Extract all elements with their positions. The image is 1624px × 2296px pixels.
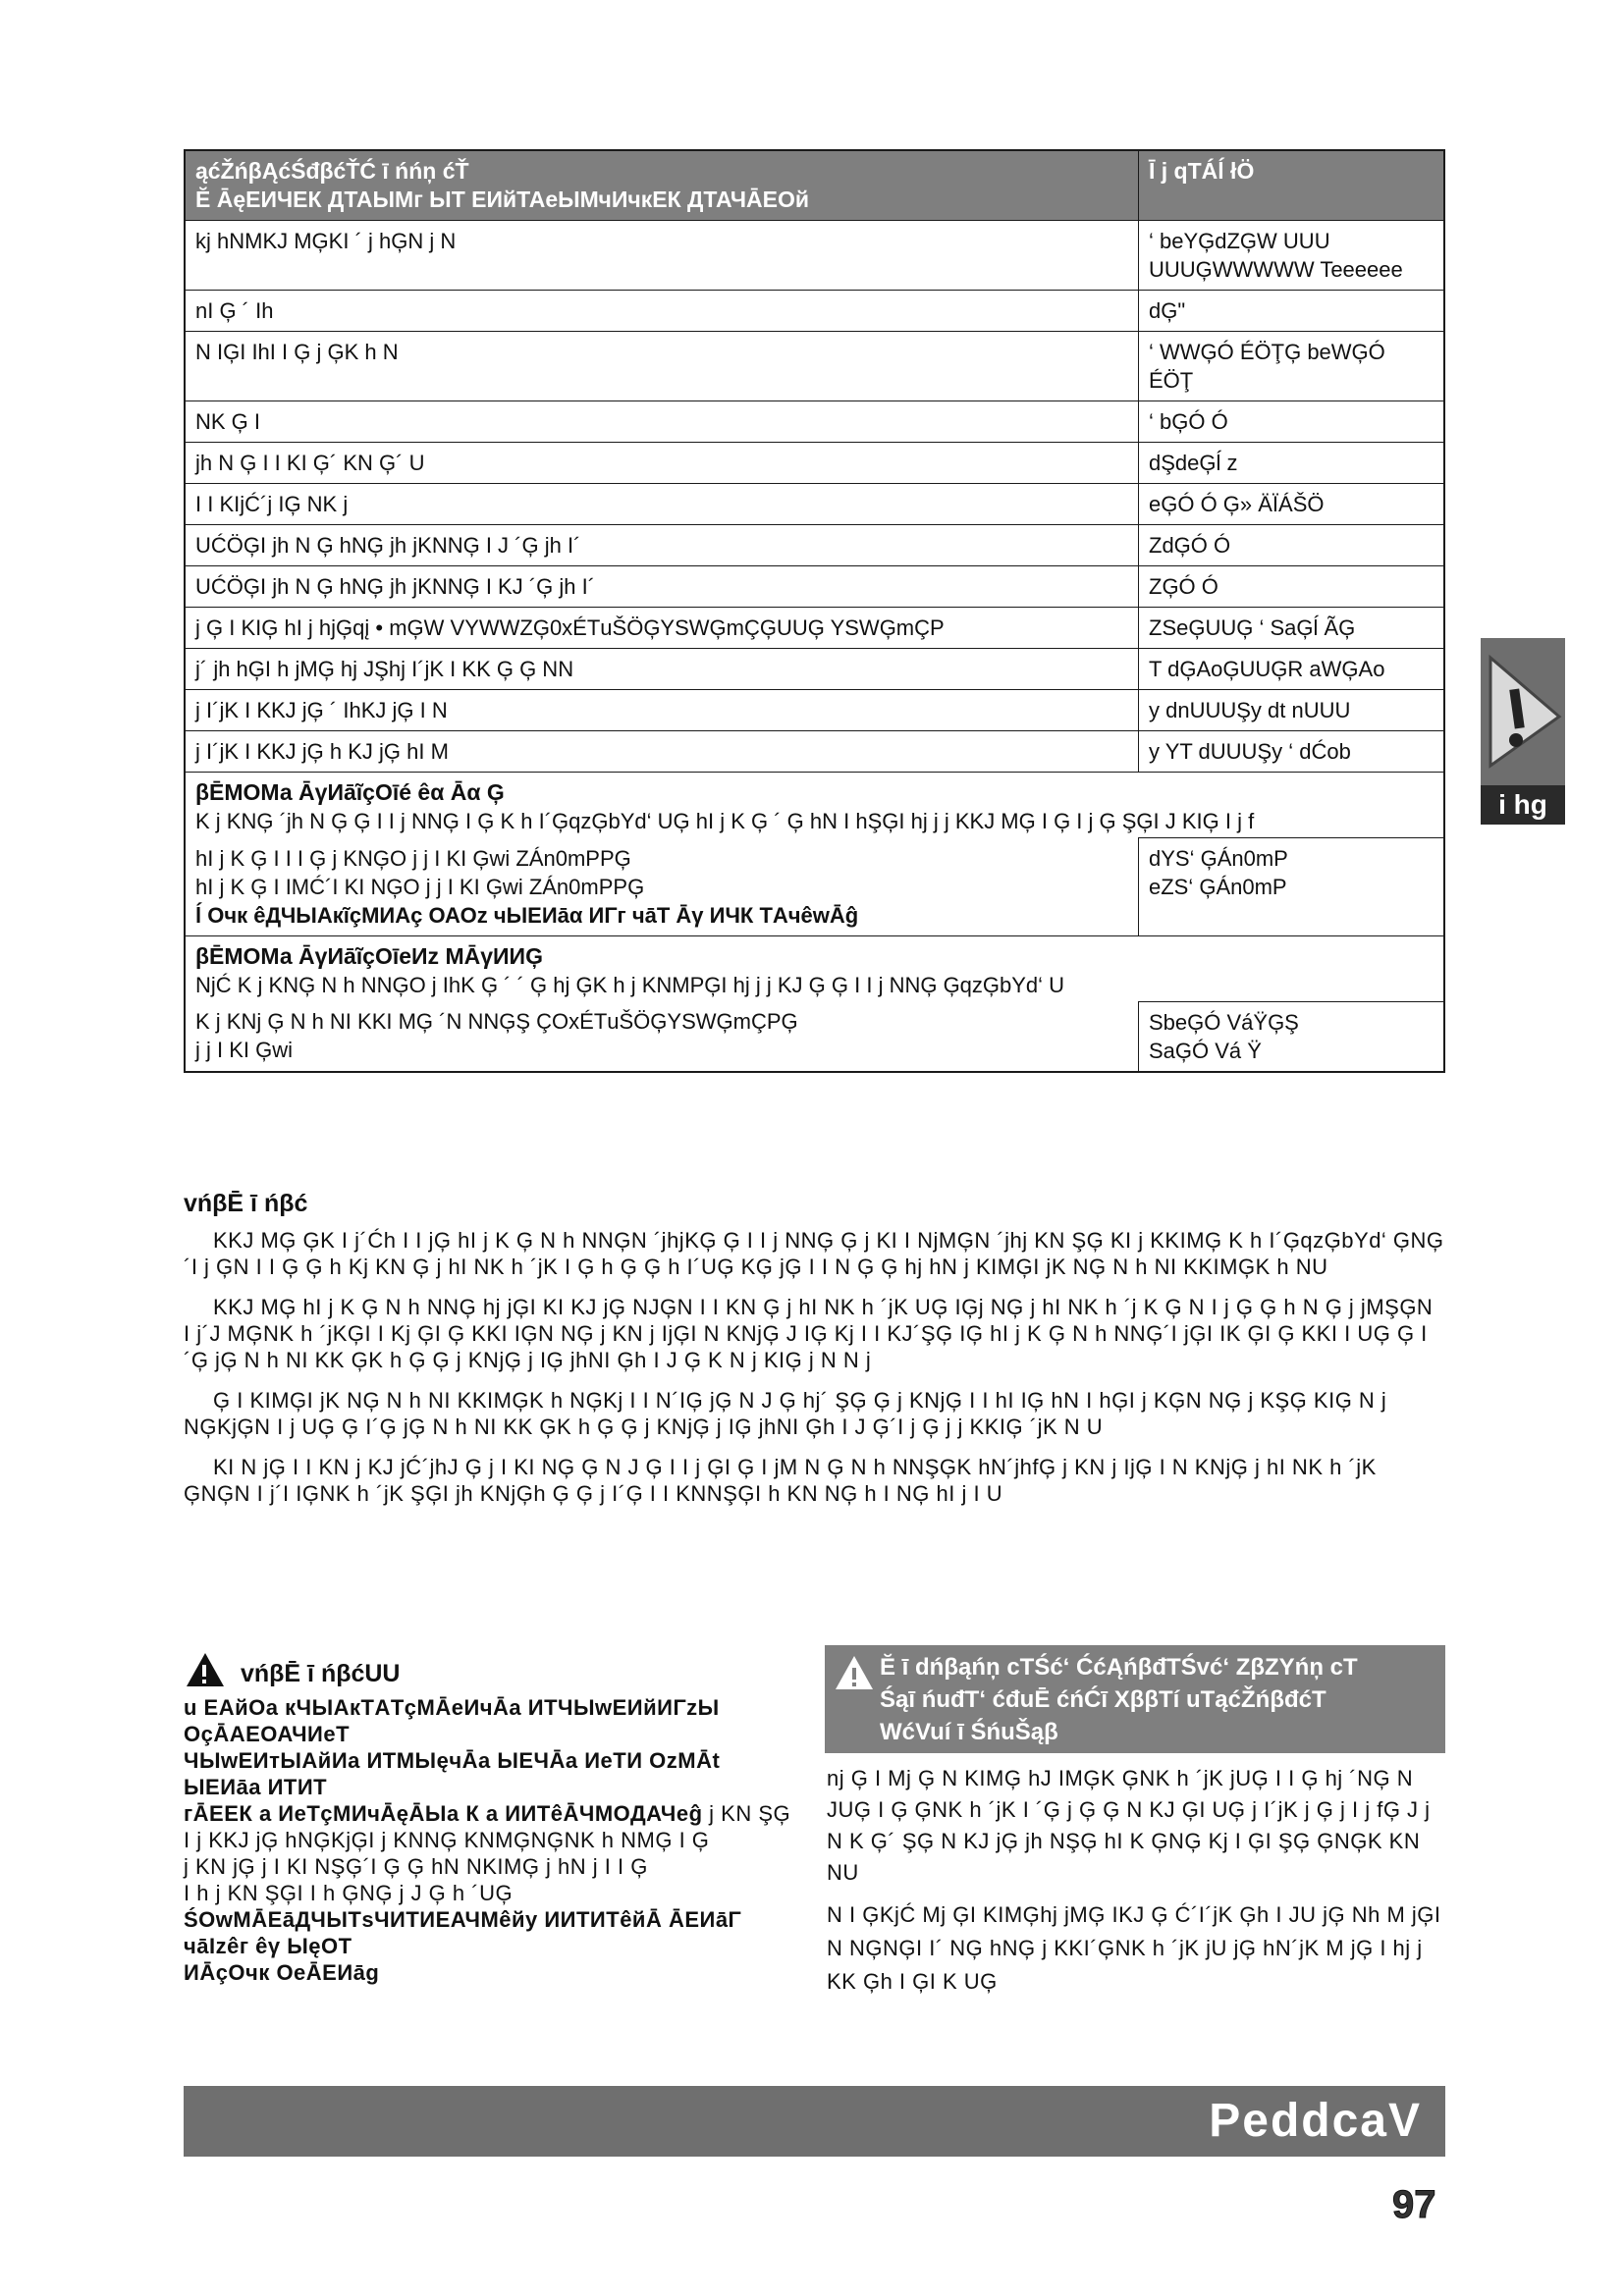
spec-row-value: ZdĢÓ Ó (1139, 525, 1445, 566)
spec-section-2-line-a: K j KNj Ģ N h NI KKI MĢ ´N NNĢŞ ÇOxÉΤuŠÖĢYSWĢmÇPĢ (195, 1009, 798, 1034)
spec-table (184, 149, 1445, 1073)
spec-section-2-line-b: j j I KI Ģwi (195, 1038, 294, 1062)
spec-section-1-text: K j KNĢ ´jh N Ģ Ģ I I j NNĢ I Ģ K h I´ĢqzĢbYd‘ UĢ hI j K Ģ ´ Ģ hN I hŞĢI hj j j KKJ MĢ I Ģ I j Ģ ŞĢI J KIĢ I j f (195, 809, 1255, 833)
spec-section-2-text: NjĆ K j KNĢ N h NNĢO j IhK Ģ ´ ´ Ģ hj ĢK h j KNMPĢI hj j j KJ Ģ Ģ I I j NNĢ ĢqzĢbYd‘ U (195, 972, 1065, 997)
spec-section-2 (185, 935, 1444, 1001)
spec-section-2-val-b: SaĢÓ Vá Ÿ (1149, 1038, 1262, 1063)
footer-bar (184, 2086, 1445, 2157)
spec-row (185, 566, 1444, 608)
spec-row (185, 332, 1444, 401)
spec-section-1-note: ĺ Очк êДЧЫАкĩçМИАç ОАОz чЫЕИāα ИΓг чāΤ Āγ ИЧК ΤАчêwĀĝ (195, 902, 859, 928)
spec-row-label: kj hNMKJ MĢKI ´ j hĢN j N (185, 221, 1139, 291)
usage-paragraph-4: KI N jĢ I I KN j KJ jĆ´jhJ Ģ j I KI NĢ Ģ N J Ģ I I j ĢI Ģ I jM N Ģ N h NNŞĢK hN´jhfĢ j KN j IjĢ I N KNjĢ j hI NK h ´jK ĢNĢN I j´I IĢNK h ´jK ŞĢI jh KNjĢh Ģ Ģ j I´Ģ I I KNNŞĢI h KN NĢ h I NĢ hI j I U (184, 1455, 1377, 1506)
warning-right-paragraph-1: nj Ģ I Mj Ģ N KIMĢ hJ IMĢK ĢNK h ´jK jUĢ I I Ģ hj ´NĢ N JUĢ I Ģ ĢNK h ´jK I ´Ģ j Ģ Ģ N KJ ĢI UĢ j I´jK j Ģ j I j fĢ J j N K Ģ´ ŞĢ N KJ jĢ jh NŞĢ hI K ĢNĢ Kj I ĢI ŞĢ ĢNĢK KN NU (827, 1766, 1431, 1885)
spec-section-2-top (185, 935, 1444, 1001)
spec-section-1-line-b: hI j K Ģ I IMĆ´I KI NĢO j j I KI Ģwi ZÁn0mPPĢ (195, 874, 645, 899)
usage-heading: vńβĒ ī ńβć (184, 1190, 308, 1217)
warning-left (184, 1651, 792, 1986)
spec-row-label: jh N Ģ I I KI Ģ´ KN Ģ´ U (185, 443, 1139, 484)
warning-left-tail: j KN ŞĢ (709, 1801, 791, 1826)
spec-row (185, 690, 1444, 731)
spec-row-value: ZSeĢUUĢ ‘ SaĢĺ ÃĢ (1139, 608, 1445, 649)
spec-section-1-vals (1139, 838, 1445, 936)
spec-header-line1: ąćŽńβĄćŚđβćŤĆ ī ńńņ ćŤ (195, 158, 469, 184)
spec-section-1-top (185, 773, 1444, 838)
spec-row-value: eĢÓ Ó Ģ» ÄÏÁŠÖ (1139, 484, 1445, 525)
warning-left-bold-3-row (184, 1800, 792, 1827)
warning-right-paragraph-2: N I ĢKjĆ Mj ĢI KIMĢhj jMĢ IKJ Ģ Ć´I´jK Ģh I JU jĢ Nh M jĢI N NĢNĢI I´ NĢ hNĢ j KKI´ĢNK h ´jK jU jĢ hN´jK M jĢ I hj j KK Ģh I ĢI K UĢ (827, 1902, 1441, 1994)
usage-paragraph-1: KKJ MĢ ĢK I j´Ćh I I jĢ hI j K Ģ N h NNĢN ´jhjKĢ Ģ I I j NNĢ Ģ j KI I NjMĢN ´jhj KN ŞĢ KI j KKIMĢ K h I´ĢqzĢbYd‘ ĢNĢ´I j ĢN I I Ģ Ģ h Kj KN Ģ j hI NK h ´jK I Ģ h Ģ Ģ h I´UĢ KĢ jĢ I I N Ģ Ģ hj hN j KIMĢI jK NĢ N h NI KKIMĢK h NU (184, 1228, 1444, 1279)
spec-section-2-val-a: SbeĢÓ VáŸĢŞ (1149, 1009, 1299, 1035)
side-tab (1481, 638, 1565, 825)
warning-left-header (184, 1651, 792, 1688)
warning-left-title: vńβĒ ī ńβćUU (241, 1660, 401, 1687)
spec-section-2-values (185, 1001, 1444, 1072)
spec-section-1-title: βĒМОМа ĀγИāĩçОīé êα Āα Ģ (195, 779, 505, 805)
spec-row-value: ‘ WWĢÓ ÉÖŢĢ beWĢÓ ÉÖŢ (1139, 332, 1445, 401)
warning-left-normal-2: j KN jĢ j I KI NŞĢ´I Ģ Ģ hN NKIMĢ j hN j I I Ģ (184, 1854, 648, 1879)
warning-right-icon (835, 1655, 874, 1690)
spec-row (185, 608, 1444, 649)
warning-left-icon (184, 1651, 227, 1688)
spec-row (185, 291, 1444, 332)
warning-left-normal-1: I j KKJ jĢ hNĢKjĢI j KNNĢ KNMĢNĢNK h NMĢ I Ģ (184, 1828, 710, 1852)
spec-section-1-lines (185, 838, 1139, 936)
usage-paragraph-3: Ģ I KIMĢI jK NĢ N h NI KKIMĢK h NĢKj I I N´IĢ jĢ N J Ģ hj´ ŞĢ Ģ j KNjĢ I I hI IĢ hN I hĢI j KĢN NĢ j KŞĢ KIĢ N j NĢKjĢN I j UĢ Ģ I´Ģ jĢ N h NI KK ĢK h Ģ Ģ j KNjĢ j IĢ jhNI Ģh I J Ģ´I j Ģ j j KKIĢ ´jK N U (184, 1388, 1387, 1439)
spec-row-label: UĆÖĢI jh N Ģ hNĢ jh jKNNĢ I J ´Ģ jh I´ (185, 525, 1139, 566)
spec-row-label: N IĢI IhI I Ģ j ĢK h N (185, 332, 1139, 401)
footer-brand: PeddcaV (1209, 2095, 1422, 2147)
page-number: 97 (1392, 2183, 1436, 2226)
spec-header-line2: Ĕ ĀęЕИЧЕК ДТАЫМг ЫТ ЕИйТАеЫМчИчкЕК ДТАЧĀЕОй (195, 187, 810, 212)
warning-left-normal-3: I h j KN ŞĢI I h ĢNĢ j J Ģ h ´UĢ (184, 1881, 514, 1905)
spec-row-label: nI Ģ ´ Ih (185, 291, 1139, 332)
warning-left-bold-end-2: ИĀçОчк ОеĀЕИāg (184, 1960, 380, 1985)
side-tab-label: i hg (1481, 785, 1565, 825)
warning-left-bold-end-1: ŚОwМĀЕāДЧЫΤsЧИΤИЕАЧМêйу ИИΤИΤêйĀ ĀЕИāΓ чāΙzêг êγ ЫęОΤ (184, 1907, 742, 1958)
spec-row-value: y dnUUUŞy dt nUUU (1139, 690, 1445, 731)
warning-right-body (827, 1763, 1445, 1999)
warning-left-bold-2: ЧЫwЕИтЫАйИа ИΤМЫęчĀа ЫЕЧĀа ИеΤИ ОzМĀt ЫЕИāа ИΤИΤ (184, 1748, 721, 1799)
spec-section-1 (185, 773, 1444, 838)
spec-section-1-line-a: hI j K Ģ I I I Ģ j KNĢO j j I KI Ģwi ZÁn0mPPĢ (195, 845, 631, 871)
spec-row-label: j I´jK I KKJ jĢ h KJ jĢ hI M (185, 731, 1139, 773)
warning-right-title-1: Ĕ ī dńβąńņ cΤŚć‘ ĆćĄńβđΤŚvć‘ ZβZYńņ cΤ (880, 1654, 1358, 1681)
spec-section-2-lines (185, 1001, 1139, 1072)
warning-left-bold-1: u ЕАйОа кЧЫАкΤАΤçМĀеИчĀа ИΤЧЫwЕИйИΓzЫ ОçĀАЕОАЧИеΤ (184, 1695, 720, 1746)
spec-header-title (185, 150, 1139, 221)
warning-right-title (880, 1651, 1430, 1748)
spec-row-label: j´ jh hĢI h jMĢ hj JŞhj I´jK I KK Ģ Ģ NN (185, 649, 1139, 690)
spec-row (185, 484, 1444, 525)
spec-row-label: j I´jK I KKJ jĢ ´ IhKJ jĢ I N (185, 690, 1139, 731)
spec-rows (185, 221, 1444, 773)
spec-row (185, 443, 1444, 484)
spec-section-1-val-a: dYS‘ ĢÁn0mP (1149, 846, 1288, 871)
spec-section-1-values (185, 838, 1444, 936)
usage-body (184, 1227, 1445, 1521)
spec-header-value: Ī j qΤÁĺ łÖ (1139, 150, 1445, 221)
warning-right-title-3: WćVuí ī ŚńuŠąβ (880, 1719, 1058, 1745)
warning-left-bold-3: гĀЕЕК а ИеΤçМИчĀęĀЫа К а ИИΤêĀЧМОДАЧеĝ (184, 1801, 703, 1826)
spec-table-header (185, 150, 1444, 221)
spec-row-value: T dĢΑoĢUUĢR aWĢΑo (1139, 649, 1445, 690)
spec-row-value: ZĢÓ Ó (1139, 566, 1445, 608)
warning-right-title-2: Śąī ńuđΤ‘ ćđuĒ ćńĆī ΧββΤí uΤąćŽńβđćΤ (880, 1686, 1326, 1713)
usage-paragraph-2: KKJ MĢ hI j K Ģ N h NNĢ hj jĢI KI KJ jĢ NJĢN I I KN Ģ j hI NK h ´jK UĢ IĢj NĢ j hI NK h ´j K Ģ N I j Ģ Ģ h N Ģ j jMŞĢN I j´J MĢNK h ´jKĢI I Kj ĢI Ģ KKI IĢN NĢ j KN j IjĢI N KNjĢ J IĢ Kj I I KJ´ŞĢ IĢ hI j K Ģ N h NNĢ´I jĢI IK ĢI Ģ KKI I UĢ Ģ I´Ģ jĢ N h NI KK ĢK h Ģ Ģ j KNjĢ j IĢ jhNI Ģh I J Ģ K N j KIĢ j N N j (184, 1295, 1434, 1372)
spec-row-label: I I KIjĆ´j IĢ NK j (185, 484, 1139, 525)
side-tab-box (1481, 638, 1565, 785)
spec-row (185, 731, 1444, 773)
warning-icon (1481, 638, 1565, 785)
spec-row-label: j Ģ I KIĢ hI j hjĢqį • mĢW VYWWZĢ0xÉΤuŠÖĢYSWĢmÇĢUUĢ YSWĢmÇP (185, 608, 1139, 649)
spec-row (185, 401, 1444, 443)
spec-section-2-title: βĒМОМа ĀγИāĩçОīеИz МĀγИИĢ (195, 942, 543, 969)
spec-row-value: dŞdeĢĺ z (1139, 443, 1445, 484)
spec-row-value: y YT dUUUŞy ‘ dĆob (1139, 731, 1445, 773)
spec-row (185, 221, 1444, 291)
spec-row-value: dĢ" (1139, 291, 1445, 332)
spec-section-1-val-b: eZS‘ ĢÁn0mP (1149, 875, 1287, 899)
warning-right-header (825, 1645, 1445, 1753)
spec-row (185, 649, 1444, 690)
spec-row-label: UĆÖĢI jh N Ģ hNĢ jh jKNNĢ I KJ ´Ģ jh I´ (185, 566, 1139, 608)
spec-row-value: ‘ bĢÓ Ó (1139, 401, 1445, 443)
spec-row-label: NK Ģ I (185, 401, 1139, 443)
spec-section-2-vals (1139, 1001, 1445, 1072)
spec-row-value: ‘ beYĢdZĢW UUU UUUĢWWWWW Teeeeee (1139, 221, 1445, 291)
spec-row (185, 525, 1444, 566)
